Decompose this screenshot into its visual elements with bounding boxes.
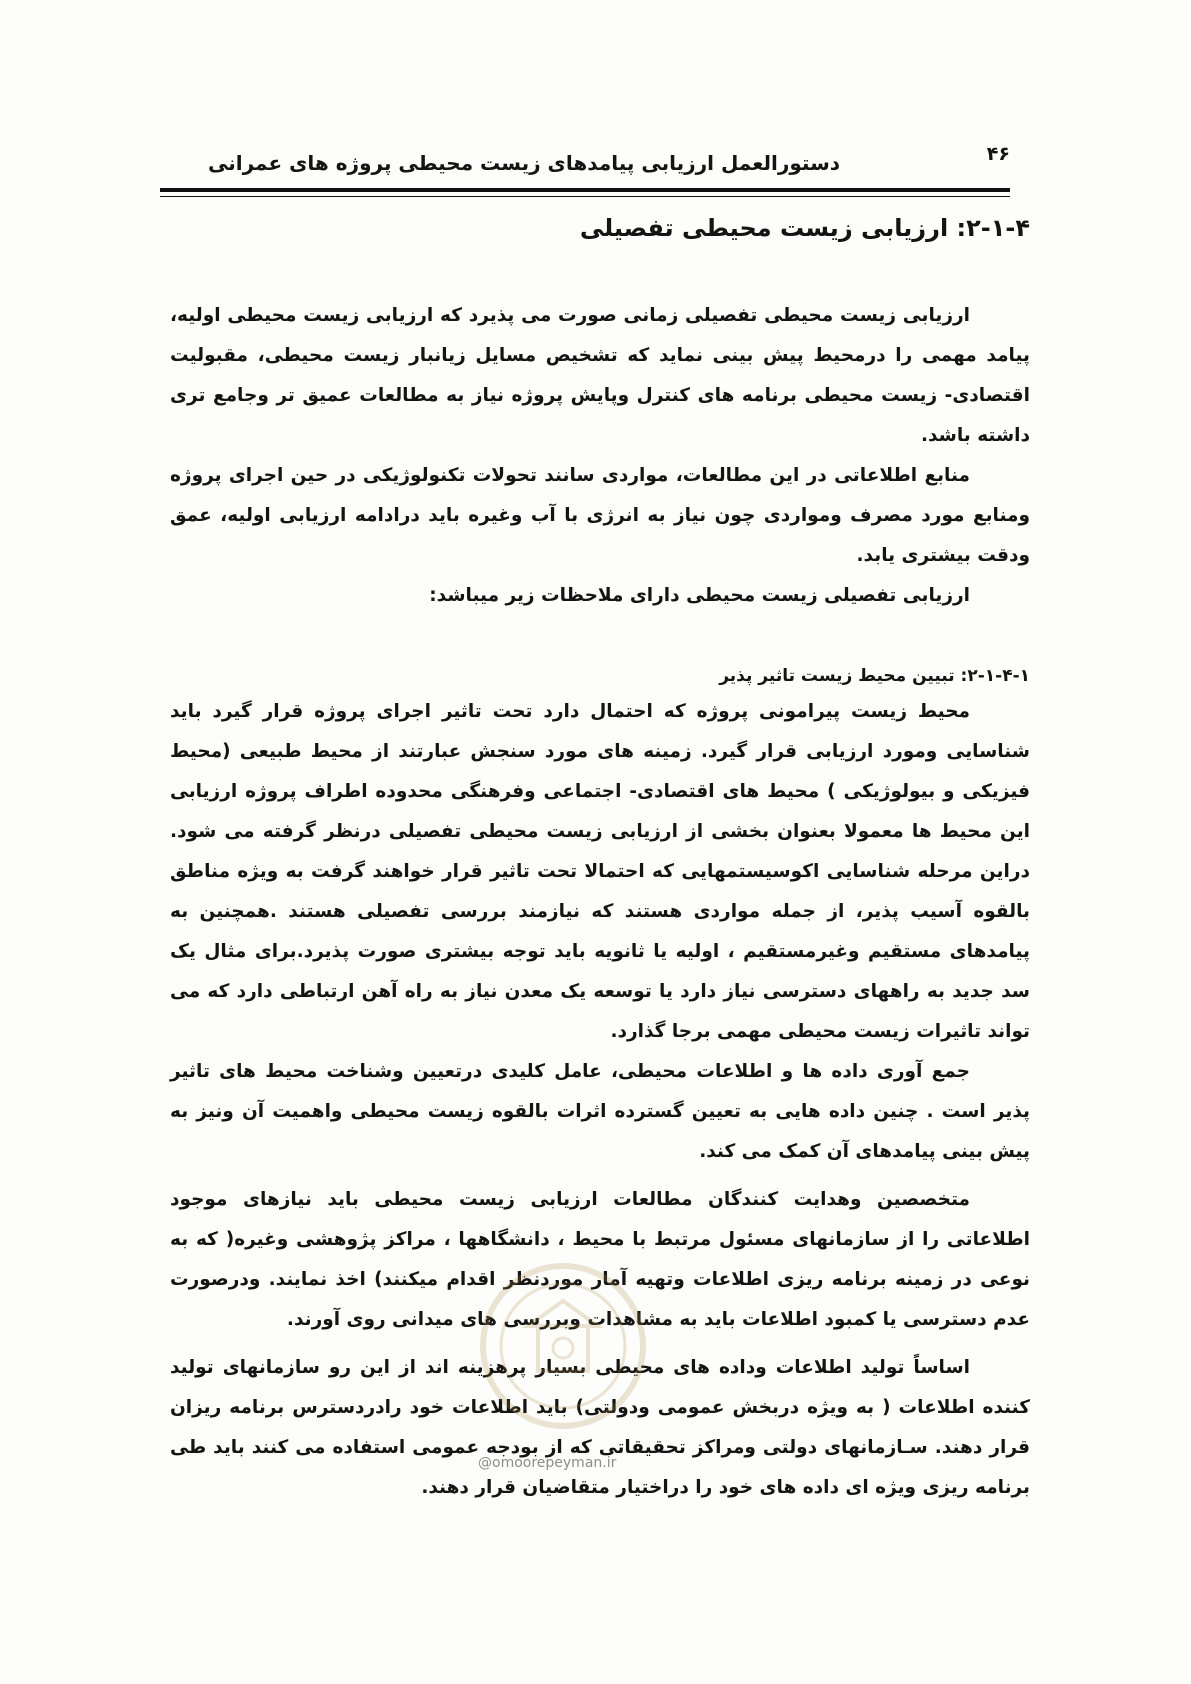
section-paragraph: منابع اطلاعاتی در این مطالعات، مواردی سانند تحولات تکنولوژیکی در حین اجرای پروژه ومنابع مورد مصرف ومواردی چون نیاز به انرژی با آب وغیره باید درادامه ارزیابی اولیه، عمق ودقت بیشتری یابد. xyxy=(170,465,1030,566)
header-rule-thick xyxy=(160,188,1010,192)
section-heading: ۲-۱-۴: ارزیابی زیست محیطی تفصیلی xyxy=(579,214,1030,242)
subsection-heading: ۲-۱-۴-۱: تبیین محیط زیست تاثیر پذیر xyxy=(719,666,1030,686)
page-number: ۴۶ xyxy=(986,143,1010,165)
section-paragraph: ارزیابی تفصیلی زیست محیطی دارای ملاحظات زیر میباشد: xyxy=(429,585,970,606)
header-rule-thin xyxy=(160,196,1010,197)
subsection-paragraph: محیط زیست پیرامونی پروژه که احتمال دارد تحت تاثیر اجرای پروژه قرار گیرد باید شناسایی ومورد ارزیابی قرار گیرد. زمینه های مورد سنجش عبارتند از محیط طبیعی (محیط فیزیکی و بیولوژیکی ) محیط های اقتصادی- اجتماعی وفرهنگی محدوده اطراف پروژه ارزیابی این محیط ها معمولا بعنوان بخشی از ارزیابی زیست محیطی تفصیلی درنظر گرفته می شود. دراین مرحله شناسایی اکوسیستمهایی که احتمالا تحت تاثیر قرار خواهند گرفت به ویژه مناطق بالقوه آسیب پذیر، از جمله مواردی هستند که نیازمند بررسی تفصیلی هستند .همچنین به پیامدهای مستقیم وغیرمستقیم ، اولیه یا ثانویه باید توجه بیشتری صورت پذیرد.برای مثال یک سد جدید به راههای دسترسی نیاز دارد یا توسعه یک معدن نیاز به راه آهن ارتباطی دارد که می تواند تاثیرات زیست محیطی مهمی برجا گذارد. xyxy=(170,701,1030,1042)
subsection-paragraph: متخصصین وهدایت کنندگان مطالعات ارزیابی زیست محیطی باید نیازهای موجود اطلاعاتی را از سازمانهای مسئول مرتبط با محیط ، دانشگاهها ، مراکز پژوهشی وغیره( که به نوعی در زمینه برنامه ریزی اطلاعات وتهیه آمار موردنظر اقدام میکنند) اخذ نمایند. ودرصورت عدم دسترسی یا کمبود اطلاعات باید به مشاهدات وبررسی های میدانی روی آورند. xyxy=(170,1189,1030,1330)
subsection-paragraph: جمع آوری داده ها و اطلاعات محیطی، عامل کلیدی درتعیین وشناخت محیط های تاثیر پذیر است . چنین داده هایی به تعیین گسترده اثرات بالقوه زیست محیطی واهمیت آن ونیز به پیش بینی پیامدهای آن کمک می کند. xyxy=(170,1061,1030,1162)
main-content xyxy=(170,208,1030,1508)
running-header xyxy=(160,143,1010,181)
running-title: دستورالعمل ارزیابی پیامدهای زیست محیطی پروژه های عمرانی xyxy=(208,151,841,175)
watermark-text: @omoorepeyman.ir xyxy=(478,1455,617,1471)
subsection-paragraph: اساساً تولید اطلاعات وداده های محیطی بسیار پرهزینه اند از این رو سازمانهای تولید کننده اطلاعات ( به ویژه دربخش عمومی ودولتی) باید اطلاعات خود رادردسترس برنامه ریزان قرار دهند. سـازمانهای دولتی ومراکز تحقیقاتی که از بودجه عمومی استفاده می کنند باید طی برنامه ریزی ویژه ای داده های خود را دراختیار متقاضیان قرار دهند. xyxy=(170,1357,1030,1498)
section-paragraph: ارزیابی زیست محیطی تفصیلی زمانی صورت می پذیرد که ارزیابی زیست محیطی اولیه، پیامد مهمی را درمحیط پیش بینی نماید که تشخیص مسایل زیانبار زیست محیطی، مقبولیت اقتصادی- زیست محیطی برنامه های کنترل وپایش پروژه نیاز به مطالعات عمیق تر وجامع تری داشته باشد. xyxy=(170,305,1030,446)
